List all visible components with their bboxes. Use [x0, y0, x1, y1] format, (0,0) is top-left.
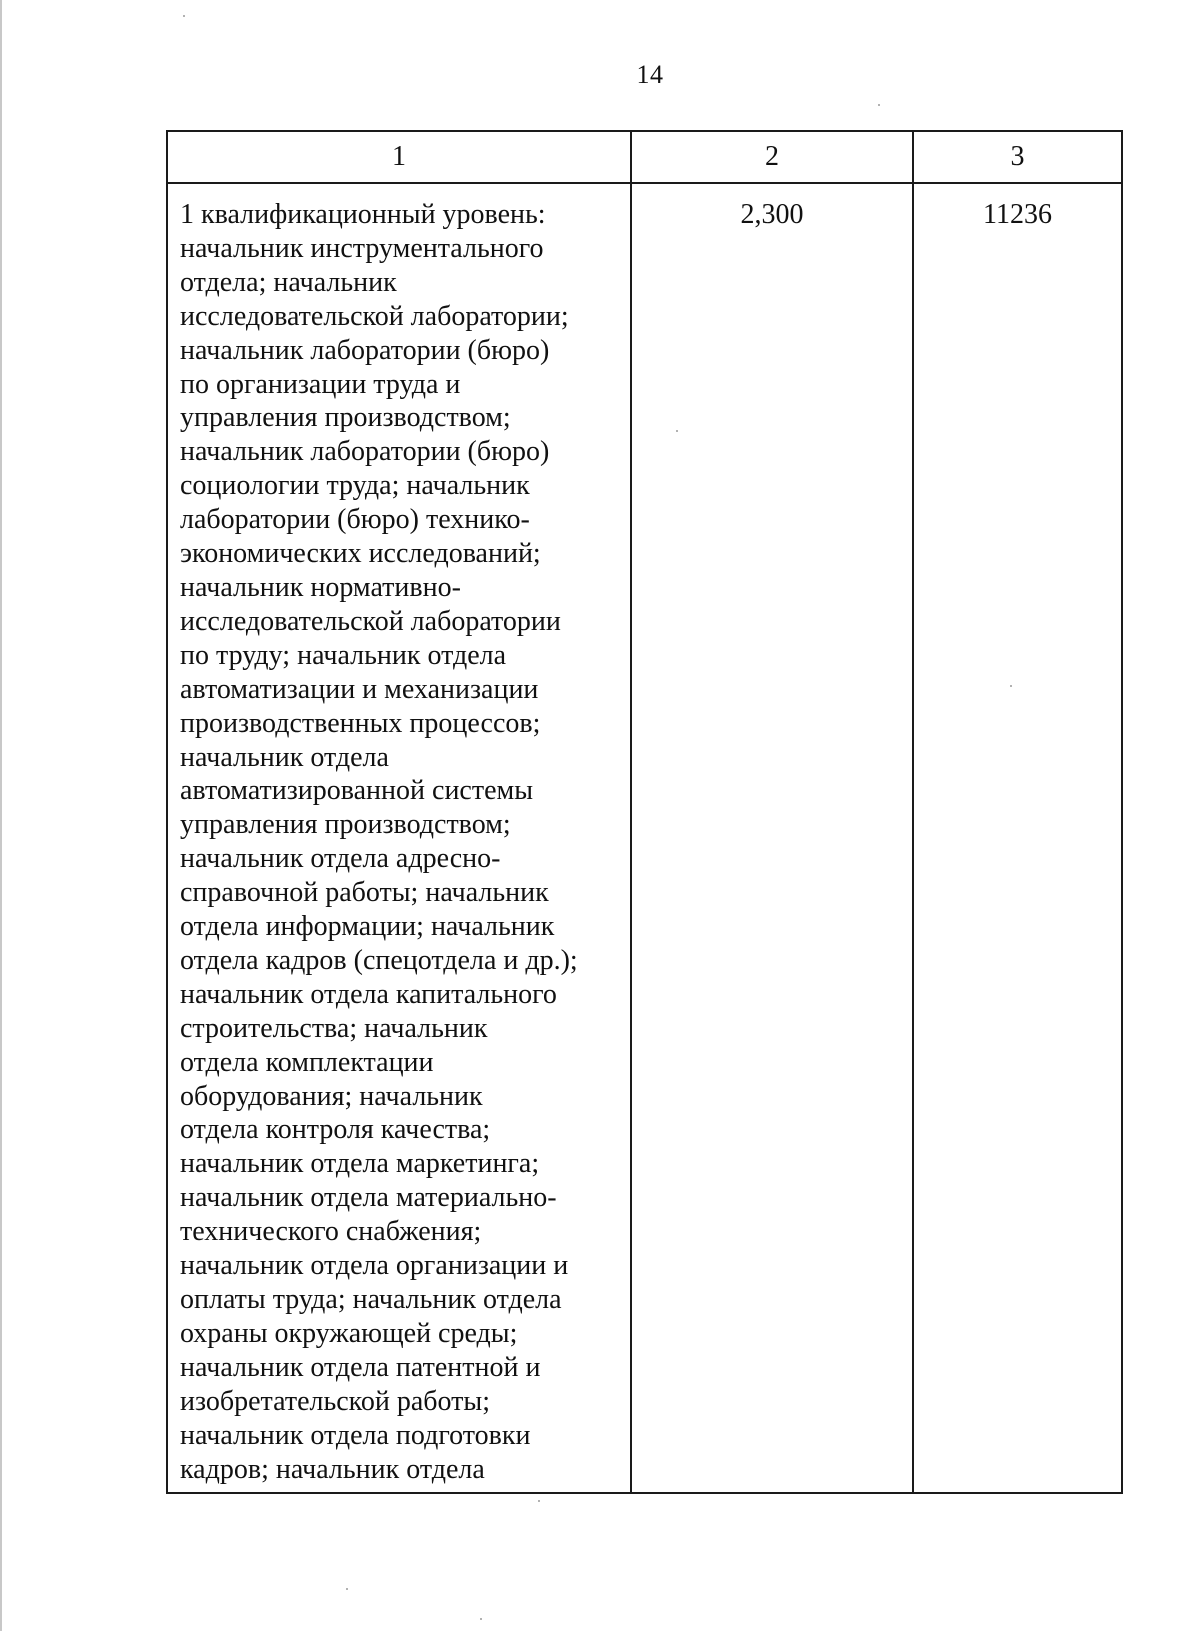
scan-speck — [480, 1618, 482, 1620]
scan-speck — [878, 104, 880, 106]
description-line: отдела комплектации — [180, 1046, 434, 1078]
description-line: охраны окружающей среды; — [180, 1317, 518, 1349]
description-line: начальник отдела адресно- — [180, 843, 501, 875]
description-line: оборудования; начальник — [180, 1080, 483, 1112]
description-line: справочной работы; начальник — [180, 877, 549, 909]
scan-speck — [1010, 685, 1012, 687]
description-line: отдела кадров (спецотдела и др.); — [180, 944, 578, 976]
description-line: лаборатории (бюро) технико- — [180, 504, 530, 536]
scan-speck — [183, 15, 185, 17]
description-line: по труду; начальник отдела — [180, 639, 507, 671]
description-line: начальник отдела капитального — [180, 978, 557, 1010]
description-line: экономических исследований; — [180, 538, 541, 570]
description-line: отдела контроля качества; — [180, 1114, 491, 1146]
description-line: начальник отдела подготовки — [180, 1419, 531, 1451]
description-line: 1 квалификационный уровень: — [180, 199, 546, 230]
salary-table — [166, 130, 1123, 1494]
column-header-2: 2 — [631, 131, 913, 183]
column-header-1: 1 — [167, 131, 631, 183]
page-number: 14 — [636, 60, 664, 89]
description-line: начальник отдела — [180, 741, 389, 773]
description-line: исследовательской лаборатории — [180, 605, 561, 637]
description-line: производственных процессов; — [180, 707, 541, 739]
description-line: автоматизированной системы — [180, 775, 534, 807]
description-line: социологии труда; начальник — [180, 470, 530, 502]
description-line: кадров; начальник отдела — [180, 1453, 485, 1485]
scan-speck — [346, 1588, 348, 1590]
description-line: отдела; начальник — [180, 266, 397, 298]
description-line: технического снабжения; — [180, 1216, 482, 1248]
table-row — [167, 183, 1122, 1493]
description-line: строительства; начальник — [180, 1012, 488, 1044]
description-line: начальник нормативно- — [180, 571, 461, 603]
column-header-3: 3 — [913, 131, 1122, 183]
description-line: изобретательской работы; — [180, 1385, 490, 1417]
description-line: начальник отдела организации и — [180, 1250, 569, 1282]
scan-edge-line — [0, 0, 2, 1631]
description-line: автоматизации и механизации — [180, 673, 539, 705]
amount-cell: 11236 — [913, 183, 1122, 1493]
position-description-cell — [167, 183, 631, 1493]
description-line: исследовательской лаборатории; — [180, 300, 569, 332]
description-line: начальник отдела патентной и — [180, 1351, 541, 1383]
coefficient-cell: 2,300 — [631, 183, 913, 1493]
description-line: по организации труда и — [180, 368, 461, 400]
description-line: начальник лаборатории (бюро) — [180, 436, 550, 468]
description-line: начальник лаборатории (бюро) — [180, 334, 550, 366]
description-line: начальник отдела материально- — [180, 1182, 557, 1214]
scan-speck — [538, 1500, 540, 1502]
description-line: оплаты труда; начальник отдела — [180, 1284, 562, 1315]
description-line: управления производством; — [180, 402, 511, 434]
description-line: отдела информации; начальник — [180, 911, 555, 943]
description-line: начальник инструментального — [180, 232, 544, 264]
table-header-row — [167, 131, 1122, 183]
scan-speck — [676, 430, 678, 432]
description-line: начальник отдела маркетинга; — [180, 1148, 540, 1180]
salary-table-container — [166, 130, 1121, 1494]
description-line: управления производством; — [180, 809, 511, 841]
